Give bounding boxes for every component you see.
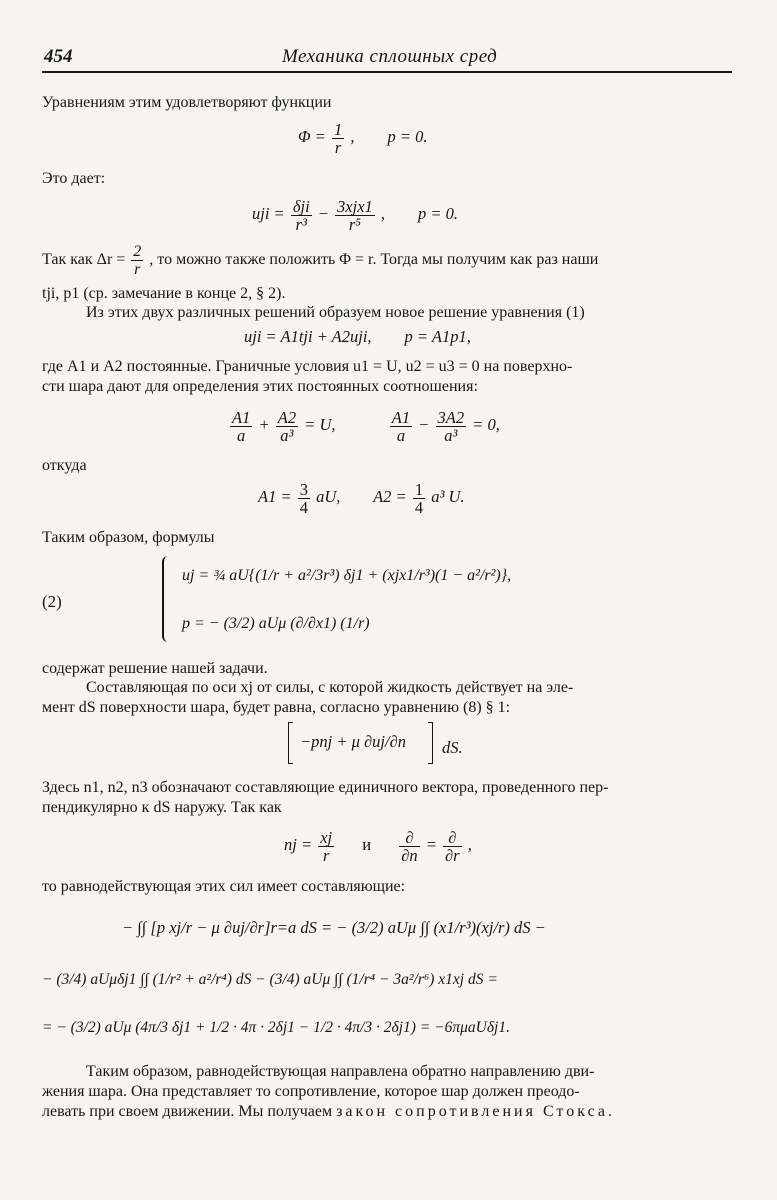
eq5-f1-num: A1	[232, 407, 251, 427]
eq5-f4-num: 3A2	[437, 407, 465, 427]
eq6-a: A1 =	[258, 487, 292, 506]
line3-start: Так как Δr =	[42, 251, 126, 269]
equation-resultant-line-3: = − (3/2) aUμ (4π/3 δj1 + 1/2 · 4π · 2δj1 − 1/2 · 4π/3 · 2δj1) = −6πμaUδj1.	[42, 1019, 510, 1036]
text-line-18	[42, 1102, 615, 1122]
eq2-f2-den: r⁵	[348, 214, 361, 234]
eq5-minus: −	[418, 415, 430, 434]
equation-new-solution: uji = A1tji + A2uji, p = A1p1,	[244, 327, 471, 346]
eq5-fraction-4	[436, 409, 467, 444]
eq6-num2: 1	[414, 479, 424, 499]
eq1-den: r	[334, 137, 342, 157]
eq5-fraction-2	[276, 409, 298, 444]
text-line-1: Уравнениям этим удовлетворяют функции	[42, 94, 332, 111]
eq6-b: aU, A2 =	[316, 487, 407, 506]
equation-uji	[252, 194, 458, 234]
eq9-den3: ∂r	[445, 845, 460, 865]
eq2-fraction-1	[291, 198, 312, 233]
equation-resultant-line-1: − ∫∫ [p xj/r − μ ∂uj/∂r]r=a dS = − (3/2) aUμ ∫∫ (x1/r³)(xj/r) dS −	[122, 918, 546, 937]
eq2-f2-num: 3xjx1	[337, 196, 373, 216]
text-line-8: откуда	[42, 457, 87, 474]
line18-start: левать при своем движении. Мы получаем	[42, 1103, 333, 1120]
eq9-fraction-2	[399, 829, 419, 864]
text-line-7: сти шара дают для определения этих постоянных соотношения:	[42, 378, 478, 395]
eq6-c: a³ U.	[431, 487, 465, 506]
equation-number-2: (2)	[42, 592, 62, 611]
eq9-num3: ∂	[443, 829, 462, 847]
text-line-16: Таким образом, равнодействующая направлена обратно направлению дви-	[86, 1063, 595, 1080]
right-bracket	[428, 722, 433, 764]
eq9-num2: ∂	[399, 829, 419, 847]
eq2-f1-num: δji	[292, 196, 310, 216]
text-line-12: мент dS поверхности шара, будет равна, согласно уравнению (8) § 1:	[42, 699, 511, 716]
eq2-f1-den: r³	[295, 214, 307, 234]
text-line-14: пендикулярно к dS наружу. Так как	[42, 799, 282, 816]
text-line-4: tji, p1 (ср. замечание в конце 2, § 2).	[42, 285, 286, 302]
equation-constants	[228, 404, 500, 446]
line3-end: , то можно также положить Φ = r. Тогда мы получим как раз наши	[149, 251, 599, 269]
text-line-3	[42, 243, 598, 278]
equation-normal	[284, 822, 472, 868]
eq5-f4-den: a³	[444, 425, 458, 445]
eq9-fraction-3	[443, 829, 462, 864]
eq5-mid: = U,	[304, 415, 336, 434]
stokes-law-spaced: закон сопротивления Стокса.	[336, 1103, 615, 1120]
laplace-fraction	[131, 243, 143, 278]
eq5-plus: +	[258, 415, 270, 434]
system-brace	[162, 556, 172, 642]
eq9-lhs: nj =	[284, 835, 313, 854]
equation-a1-a2	[258, 476, 465, 518]
equation-resultant-line-2: − (3/4) aUμδj1 ∫∫ (1/r² + a²/r⁴) dS − (3/4) aUμ ∫∫ (1/r⁴ − 3a²/r⁶) x1xj dS =	[42, 971, 498, 988]
eq2-minus: −	[317, 204, 329, 223]
eq5-f3-den: a	[396, 425, 406, 445]
eq1-rhs: , p = 0.	[350, 127, 428, 146]
eq9-den: r	[322, 845, 330, 865]
eq6-den2: 4	[414, 497, 424, 517]
text-line-13: Здесь n1, n2, n3 обозначают составляющие единичного вектора, проведенного пер-	[42, 779, 609, 796]
eq1-lhs: Φ =	[298, 127, 326, 146]
eq9-eq: =	[425, 835, 437, 854]
equation-pressure: p = − (3/2) aUμ (∂/∂x1) (1/r)	[182, 615, 370, 632]
equation-uj: uj = ¾ aU{(1/r + a²/3r³) δj1 + (xjx1/r³)(1 − a²/r²)},	[182, 567, 512, 584]
eq9-end: ,	[467, 835, 472, 854]
text-line-11: Составляющая по оси xj от силы, с которой жидкость действует на эле-	[86, 679, 574, 696]
eq9-den2: ∂n	[401, 845, 418, 865]
eq9-fraction-1	[318, 829, 334, 864]
text-line-6: где A1 и A2 постоянные. Граничные условия u1 = U, u2 = u3 = 0 на поверхно-	[42, 358, 573, 375]
eq9-num: xj	[320, 827, 333, 847]
eq1-fraction	[332, 121, 344, 156]
eq5-fraction-3	[390, 409, 412, 444]
equation-force: −pnj + μ ∂uj/∂n	[300, 732, 406, 751]
text-line-10: содержат решение нашей задачи.	[42, 660, 268, 677]
eq5-fraction-1	[230, 409, 252, 444]
text-line-2: Это дает:	[42, 170, 106, 187]
eq9-and: и	[362, 835, 372, 854]
eq2-lhs: uji =	[252, 204, 285, 223]
eq5-f1-den: a	[237, 425, 246, 445]
eq5-end: = 0,	[472, 415, 500, 434]
laplace-num: 2	[133, 243, 142, 260]
laplace-den: r	[134, 261, 141, 278]
text-line-15: то равнодействующая этих сил имеет составляющие:	[42, 878, 406, 895]
running-title: Механика сплошных сред	[282, 46, 498, 67]
page-number: 454	[44, 46, 73, 67]
eq1-num: 1	[333, 119, 343, 139]
eq6-fraction-1	[298, 481, 310, 516]
header-rule	[42, 71, 732, 73]
equation-phi	[298, 117, 427, 157]
eq6-den1: 4	[299, 497, 308, 517]
eq2-fraction-2	[335, 198, 375, 233]
text-line-9: Таким образом, формулы	[42, 529, 215, 546]
eq5-f2-num: A2	[277, 407, 297, 427]
eq2-rhs: , p = 0.	[380, 204, 459, 223]
text-line-5: Из этих двух различных решений образуем новое решение уравнения (1)	[86, 304, 585, 321]
page-header	[42, 46, 732, 70]
equation-force-tail: dS.	[442, 738, 463, 757]
eq5-f3-num: A1	[391, 407, 411, 427]
left-bracket	[288, 722, 293, 764]
eq6-num1: 3	[299, 479, 308, 499]
text-line-17: жения шара. Она представляет то сопротивление, которое шар должен преодо-	[42, 1083, 580, 1100]
eq5-f2-den: a³	[280, 425, 294, 445]
eq6-fraction-2	[413, 481, 425, 516]
